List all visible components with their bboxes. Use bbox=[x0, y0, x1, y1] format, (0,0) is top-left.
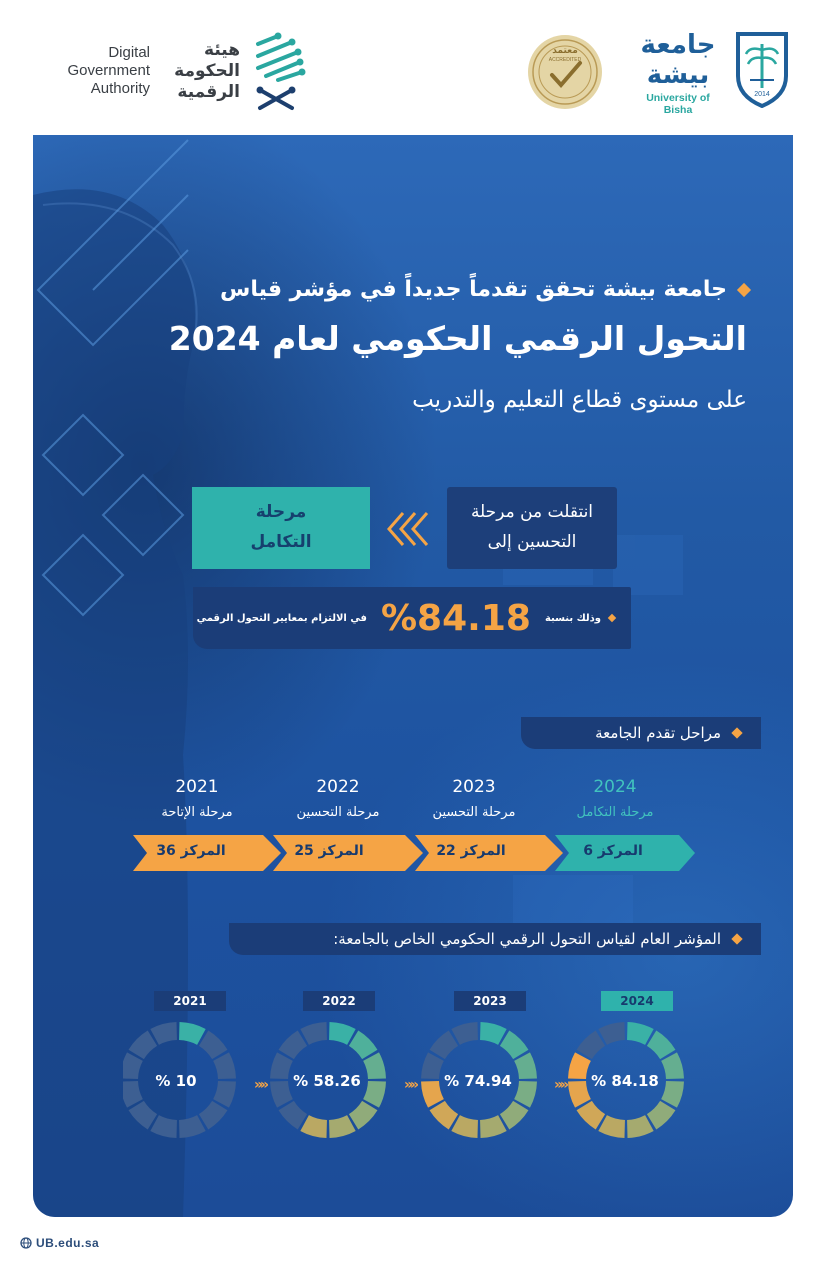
donut-segment bbox=[430, 1031, 459, 1060]
donut-segment bbox=[577, 1031, 606, 1060]
university-shield-icon bbox=[732, 30, 792, 108]
index-year-badge: 2024 bbox=[601, 991, 673, 1011]
dga-name-arabic bbox=[158, 40, 240, 103]
dga-en-line: Digital bbox=[108, 44, 150, 61]
milestone-rank: المركز 36 bbox=[156, 843, 226, 859]
progress-section-title: مراحل تقدم الجامعة bbox=[595, 724, 721, 742]
donut-segment bbox=[199, 1031, 228, 1060]
dga-en-line: Government bbox=[67, 62, 150, 79]
index-year-badge: 2023 bbox=[454, 991, 526, 1011]
ratio-suffix: في الالتزام بمعايير التحول الرقمي bbox=[196, 612, 367, 624]
ub-name-arabic-line1: جامعة bbox=[640, 30, 716, 60]
double-chevron-right-icon: »» bbox=[554, 1077, 567, 1093]
milestone-year: 2021 bbox=[175, 777, 219, 797]
milestone-year: 2024 bbox=[593, 777, 637, 797]
university-logo-text bbox=[632, 30, 724, 116]
ub-name-arabic-line2: بيشة bbox=[646, 60, 710, 90]
index-section-header bbox=[229, 923, 761, 955]
compliance-ratio-bar bbox=[193, 587, 631, 649]
index-value-label: % 84.18 bbox=[591, 1072, 659, 1090]
donut-segment bbox=[349, 1101, 378, 1130]
index-value-label: % 74.94 bbox=[444, 1072, 512, 1090]
progress-section-header bbox=[521, 717, 761, 749]
milestone-rank: المركز 22 bbox=[436, 843, 506, 859]
headline-line1-text: جامعة بيشة تحقق تقدماً جديداً في مؤشر قياس bbox=[219, 277, 727, 302]
index-value-label: % 10 bbox=[155, 1072, 197, 1090]
dga-ar-line: الحكومة bbox=[174, 61, 240, 81]
donut-segment bbox=[500, 1101, 529, 1130]
donut-segment bbox=[129, 1101, 158, 1130]
header bbox=[0, 0, 826, 135]
milestone-stage: مرحلة الإتاحة bbox=[161, 805, 233, 820]
milestone-rank: المركز 6 bbox=[583, 843, 643, 859]
ub-name-english: University of Bisha bbox=[646, 92, 710, 116]
infographic-card bbox=[33, 135, 793, 1217]
bullet-diamond-icon bbox=[731, 933, 742, 944]
donut-segment bbox=[430, 1101, 459, 1130]
headline-line3: على مستوى قطاع التعليم والتدريب bbox=[412, 387, 747, 413]
donut-segment bbox=[647, 1031, 676, 1060]
seal-english-text: ACCREDITED bbox=[548, 57, 582, 63]
donut-segment bbox=[279, 1101, 308, 1130]
integration-stage-line2: التكامل bbox=[250, 532, 312, 552]
dga-logo-icon bbox=[248, 30, 310, 112]
double-chevron-right-icon: »» bbox=[254, 1077, 267, 1093]
dga-en-line: Authority bbox=[90, 80, 150, 97]
donut-segment bbox=[500, 1031, 529, 1060]
double-chevron-right-icon: »» bbox=[404, 1077, 417, 1093]
dga-ar-line: الرقمية bbox=[177, 82, 240, 102]
milestone-stage: مرحلة التكامل bbox=[576, 805, 654, 820]
bullet-diamond-icon bbox=[608, 614, 616, 622]
headline-line1 bbox=[220, 277, 749, 302]
website-link[interactable]: UB.edu.sa bbox=[36, 1236, 100, 1250]
donut-segment bbox=[577, 1101, 606, 1130]
milestone-year: 2023 bbox=[452, 777, 496, 797]
bullet-diamond-icon bbox=[737, 283, 751, 297]
donut-segment bbox=[279, 1031, 308, 1060]
donut-segment bbox=[349, 1031, 378, 1060]
ub-founded-year: 2014 bbox=[754, 91, 770, 98]
index-year-badge: 2021 bbox=[154, 991, 226, 1011]
milestone-stage: مرحلة التحسين bbox=[432, 805, 516, 820]
bullet-diamond-icon bbox=[731, 727, 742, 738]
accreditation-seal-icon bbox=[526, 33, 604, 111]
triple-chevron-left-icon bbox=[385, 511, 431, 547]
integration-stage-line1: مرحلة bbox=[255, 502, 307, 522]
index-section-title: المؤشر العام لقياس التحول الرقمي الحكومي الخاص بالجامعة: bbox=[333, 930, 721, 948]
donut-segment bbox=[129, 1031, 158, 1060]
dga-name-english bbox=[38, 44, 150, 98]
dga-ar-line: هيئة bbox=[204, 40, 240, 60]
milestone-stage: مرحلة التحسين bbox=[296, 805, 380, 820]
donut-segment bbox=[647, 1101, 676, 1130]
headline-line2: التحول الرقمي الحكومي لعام 2024 bbox=[168, 319, 747, 358]
ratio-prefix: وذلك بنسبة bbox=[544, 612, 601, 624]
integration-stage-box bbox=[192, 487, 370, 569]
globe-icon bbox=[20, 1237, 32, 1249]
milestone-rank: المركز 25 bbox=[294, 843, 364, 859]
moved-from-box bbox=[447, 487, 617, 569]
ratio-value: %84.18 bbox=[380, 597, 531, 639]
donut-segment bbox=[199, 1101, 228, 1130]
seal-arabic-text: معتمد bbox=[552, 46, 578, 56]
moved-from-line1: انتقلت من مرحلة bbox=[470, 502, 594, 522]
index-value-label: % 58.26 bbox=[293, 1072, 361, 1090]
index-year-badge: 2022 bbox=[303, 991, 375, 1011]
milestone-year: 2022 bbox=[316, 777, 360, 797]
moved-from-line2: التحسين إلى bbox=[487, 532, 577, 552]
